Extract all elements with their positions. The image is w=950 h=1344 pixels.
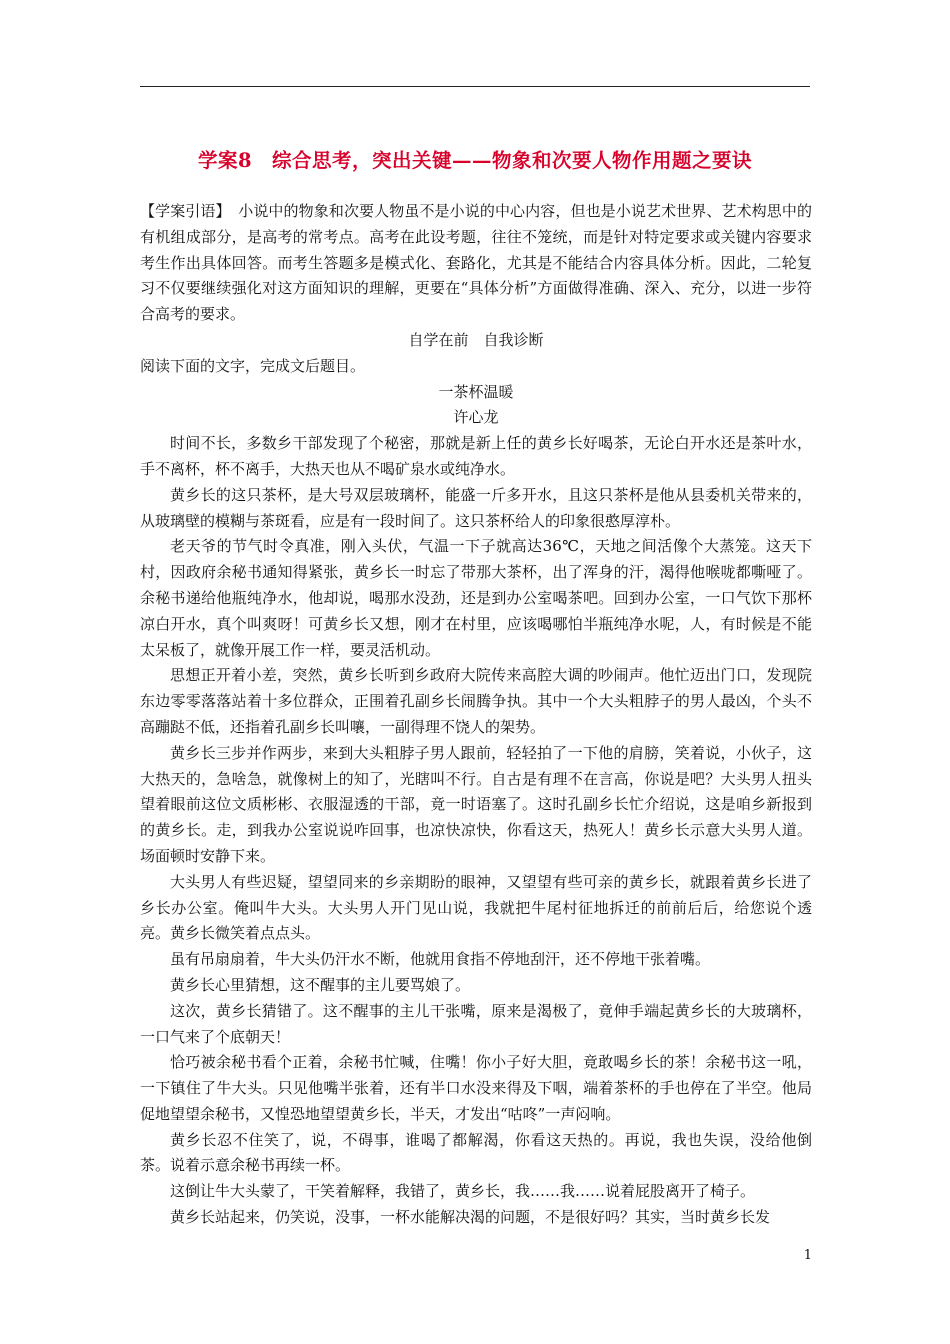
page-number: 1 xyxy=(803,1248,812,1263)
intro-tag: 【学案引语】 xyxy=(140,202,224,220)
story-paragraph: 老天爷的节气时令真准，刚入头伏，气温一下子就高达36℃，天地之间活像个大蒸笼。这天下村，因政府余秘书通知得紧张，黄乡长一时忘了带那大茶杯，出了浑身的汗，渴得他喉咙都嘶哑了。余秘书递给他瓶纯净水，他却说，喝那水没劲，还是到办公室喝茶吧。回到办公室，一口气饮下那杯凉白开水，真个叫爽呀！可黄乡长又想，刚才在村里，应该喝哪怕半瓶纯净水呢，人，有时候是不能太呆板了，就像开展工作一样，要灵活机动。 xyxy=(140,537,812,659)
story-paragraph: 这倒让牛大头蒙了，干笑着解释，我错了，黄乡长，我……我……说着屁股离开了椅子。 xyxy=(170,1182,756,1201)
story-paragraph: 大头男人有些迟疑，望望同来的乡亲期盼的眼神，又望望有些可亲的黄乡长，就跟着黄乡长进了乡长办公室。俺叫牛大头。大头男人开门见山说，我就把牛尾村征地拆迁的前前后后，给您说个透亮。黄乡长微笑着点点头。 xyxy=(140,872,812,943)
story-paragraph: 这次，黄乡长猜错了。这不醒事的主儿干张嘴，原来是渴极了，竟伸手端起黄乡长的大玻璃杯，一口气来了个底朝天！ xyxy=(140,1001,812,1046)
instruction: 阅读下面的文字，完成文后题目。 xyxy=(140,356,366,375)
story-author: 许心龙 xyxy=(453,408,499,427)
intro-text: 小说中的物象和次要人物虽不是小说的中心内容，但也是小说艺术世界、艺术构思中的有机组成部分，是高考的常考点。高考在此设考题，往往不笼统，而是针对特定要求或关键内容要求考生作出具体回答。而考生答题多是模式化、套路化，尤其是不能结合内容具体分析。因此，二轮复习不仅要继续强化对这方面知识的理解，更要在“具体分析”方面做得准确、深入、充分，以进一步符合高考的要求。 xyxy=(140,202,812,324)
story-paragraph: 黄乡长三步并作两步，来到大头粗脖子男人跟前，轻轻拍了一下他的肩膀，笑着说，小伙子，这大热天的，急啥急，就像树上的知了，光瞎叫不行。自古是有理不在言高，你说是吧？大头男人扭头望着眼前这位文质彬彬、衣服湿透的干部，竟一时语塞了。这时孔副乡长忙介绍说，这是咱乡新报到的黄乡长。走，到我办公室说说咋回事，也凉快凉快，你看这天，热死人！黄乡长示意大头男人道。场面顿时安静下来。 xyxy=(140,743,812,865)
header-rule xyxy=(140,86,810,87)
story-paragraph: 黄乡长的这只茶杯，是大号双层玻璃杯，能盛一斤多开水，且这只茶杯是他从县委机关带来的，从玻璃壁的模糊与茶斑看，应是有一段时间了。这只茶杯给人的印象很憨厚淳朴。 xyxy=(140,485,812,530)
story-paragraph: 黄乡长心里猜想，这不醒事的主儿要骂娘了。 xyxy=(170,975,471,994)
section-heading: 自学在前 自我诊断 xyxy=(408,330,544,349)
story-paragraph: 黄乡长站起来，仍笑说，没事，一杯水能解决渴的问题，不是很好吗？其实，当时黄乡长发 xyxy=(170,1208,771,1227)
story-paragraph: 时间不长，多数乡干部发现了个秘密，那就是新上任的黄乡长好喝茶，无论白开水还是茶叶水，手不离杯，杯不离手，大热天也从不喝矿泉水或纯净水。 xyxy=(140,434,812,478)
page-title: 学案8 综合思考，突出关键——物象和次要人物作用题之要诀 xyxy=(197,149,753,172)
intro-paragraph xyxy=(140,199,812,328)
story-paragraph: 虽有吊扇扇着，牛大头仍汗水不断，他就用食指不停地刮汗，还不停地干张着嘴。 xyxy=(170,950,711,969)
document-body xyxy=(140,199,812,1231)
story-paragraph: 思想正开着小差，突然，黄乡长听到乡政府大院传来高腔大调的吵闹声。他忙迈出门口，发现院东边零零落落站着十多位群众，正围着孔副乡长闹腾争执。其中一个大头粗脖子的男人最凶，个头不高蹦跶不低，还指着孔副乡长叫嚷，一副得理不饶人的架势。 xyxy=(140,666,812,736)
story-title: 一茶杯温暖 xyxy=(438,382,514,401)
story-paragraph: 恰巧被余秘书看个正着，余秘书忙喊，住嘴！你小子好大胆，竟敢喝乡长的茶！余秘书这一吼，一下镇住了牛大头。只见他嘴半张着，还有半口水没来得及下咽，端着茶杯的手也停在了半空。他局促地望望余秘书，又惶恐地望望黄乡长，半天，才发出“咕咚”一声闷响。 xyxy=(140,1053,812,1123)
story-paragraph: 黄乡长忍不住笑了，说，不碍事，谁喝了都解渴，你看这天热的。再说，我也失误，没给他倒茶。说着示意余秘书再续一杯。 xyxy=(140,1130,812,1175)
